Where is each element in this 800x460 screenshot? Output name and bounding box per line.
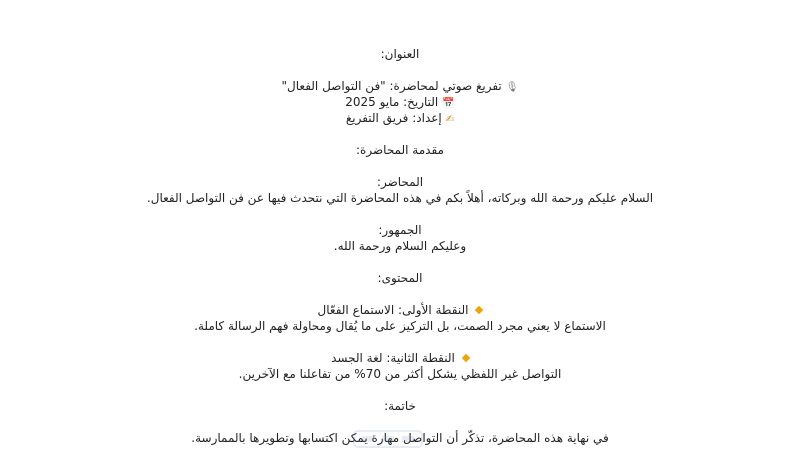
microphone-icon: 🎙 (505, 82, 519, 93)
point-2-text: التواصل غير اللفظي يشكل أكثر من 70% من تفاعلنا مع الآخرين. (238, 367, 562, 381)
audience-label: الجمهور: (378, 223, 422, 237)
point-1-title: النقطة الأولى: الاستماع الفعّال (317, 303, 469, 317)
intro-heading: مقدمة المحاضرة: (356, 143, 444, 157)
spacer (0, 126, 800, 142)
transcript-title-line (0, 78, 800, 94)
orange-diamond-icon (462, 354, 470, 362)
speaker-label: المحاضر: (376, 175, 424, 189)
transcript-document (0, 46, 800, 446)
spacer (0, 158, 800, 174)
watermark-logo (352, 428, 424, 450)
point-2-title: النقطة الثانية: لغة الجسد (331, 351, 455, 365)
spacer (0, 382, 800, 398)
content-heading: المحتوى: (377, 271, 423, 285)
prepared-by-line (0, 110, 800, 126)
writing-hand-icon: ✍ (445, 114, 455, 125)
title-label: العنوان: (380, 47, 420, 61)
transcript-title: تفريغ صوتي لمحاضرة: "فن التواصل الفعال" (281, 79, 502, 93)
spacer (0, 254, 800, 270)
calendar-icon: 📅 (442, 98, 455, 109)
point-title (0, 350, 800, 366)
orange-diamond-icon (475, 306, 483, 314)
date-text: التاريخ: مايو 2025 (345, 95, 439, 109)
point-title (0, 302, 800, 318)
audience-text: وعليكم السلام ورحمة الله. (333, 239, 467, 253)
speaker-text: السلام عليكم ورحمة الله وبركاته، أهلاً بكم في هذه المحاضرة التي نتحدث فيها عن فن التواصل الفعال. (146, 191, 654, 205)
spacer (0, 62, 800, 78)
prepared-by-text: إعداد: فريق التفريغ (345, 111, 442, 125)
conclusion-text: في نهاية هذه المحاضرة، تذكّر أن التواصل مهارة يمكن اكتسابها وتطويرها بالممارسة. (191, 431, 609, 445)
spacer (0, 334, 800, 350)
spacer (0, 286, 800, 302)
point-1-text: الاستماع لا يعني مجرد الصمت، بل التركيز على ما يُقال ومحاولة فهم الرسالة كاملة. (194, 319, 606, 333)
conclusion-heading: خاتمة: (384, 399, 416, 413)
date-line (0, 94, 800, 110)
spacer (0, 206, 800, 222)
